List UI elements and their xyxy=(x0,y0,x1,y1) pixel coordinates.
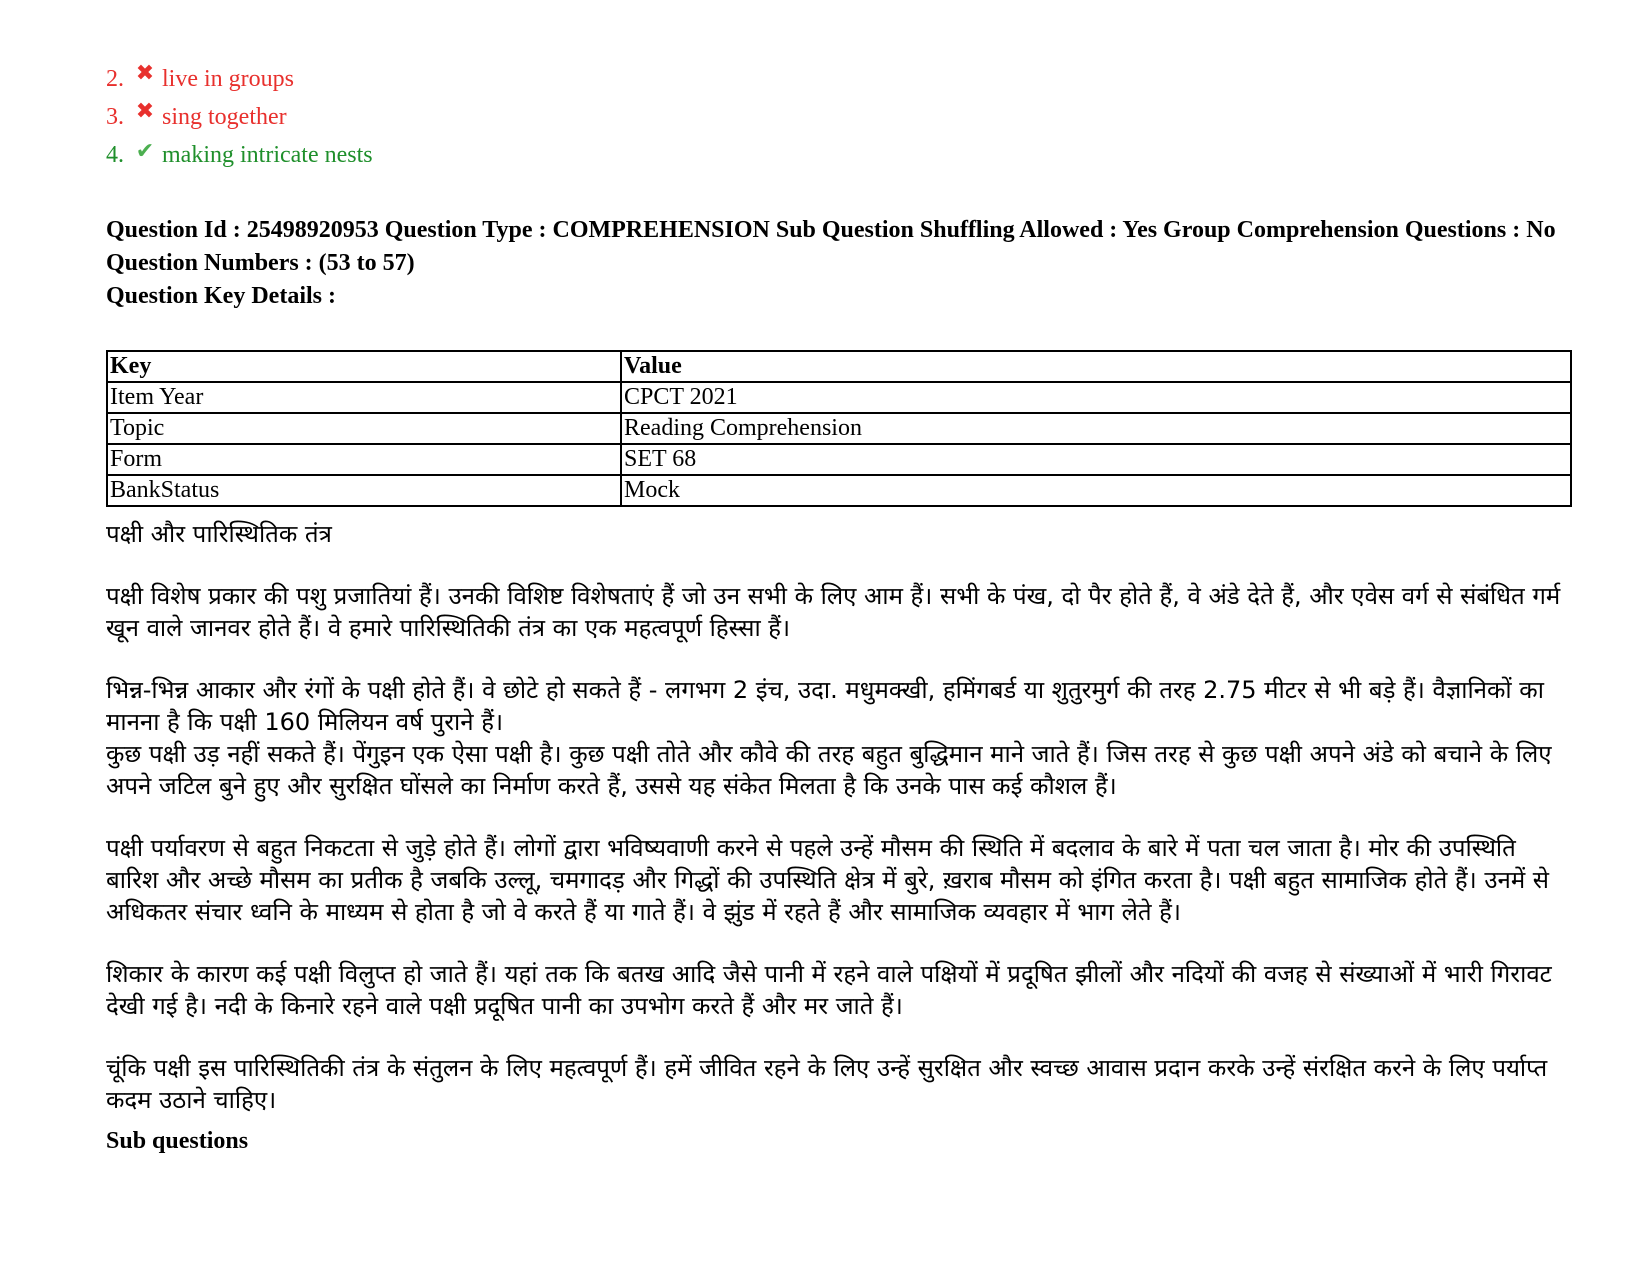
option-4 xyxy=(106,136,373,174)
table-header-row xyxy=(107,351,1571,382)
cross-icon: ✖ xyxy=(135,60,155,85)
option-2 xyxy=(106,60,373,98)
passage-paragraph: चूंकि पक्षी इस पारिस्थितिकी तंत्र के संतुलन के लिए महत्वपूर्ण हैं। हमें जीवित रहने के लिए उन्हें सुरक्षित और स्वच्छ आवास प्रदान करके उन्हें संरक्षित करने के लिए पर्याप्त कदम उठाने चाहिए। xyxy=(106,1054,1548,1114)
sub-questions-heading: Sub questions xyxy=(106,1128,249,1154)
question-id-line: Question Id : 25498920953 Question Type : COMPREHENSION Sub Question Shuffling Allowed : Yes Group Comprehension Questions : No xyxy=(106,217,1556,243)
option-text: making intricate nests xyxy=(162,141,373,168)
check-icon: ✔ xyxy=(135,138,155,163)
option-text: sing together xyxy=(162,103,287,130)
passage-paragraph: पक्षी पर्यावरण से बहुत निकटता से जुड़े होते हैं। लोगों द्वारा भविष्यवाणी करने से पहले उन्हें मौसम की स्थिति में बदलाव के बारे में पता चल जाता है। मोर की उपस्थिति बारिश और अच्छे मौसम का प्रतीक है जबकि उल्लू, चमगादड़ और गिद्धों की उपस्थिति क्षेत्र में बुरे, ख़राब मौसम को इंगित करता है। पक्षी बहुत सामाजिक होते हैं। उनमें से अधिकतर संचार ध्वनि के माध्यम से होता है जो वे करते हैं या गाते हैं। वे झुंड में रहते हैं और सामाजिक व्यवहार में भाग लेते हैं। xyxy=(106,834,1550,926)
table-header-key: Key xyxy=(107,351,621,382)
option-number: 4. xyxy=(106,141,124,168)
passage-paragraph: कुछ पक्षी उड़ नहीं सकते हैं। पेंगुइन एक ऐसा पक्षी है। कुछ पक्षी तोते और कौवे की तरह बहुत बुद्धिमान माने जाते हैं। जिस तरह से कुछ पक्षी अपने अंडे को बचाने के लिए अपने जटिल बुने हुए और सुरक्षित घोंसले का निर्माण करते हैं, उससे यह संकेत मिलता है कि उनके पास कई कौशल हैं। xyxy=(106,740,1552,800)
passage-title: पक्षी और पारिस्थितिक तंत्र xyxy=(106,520,332,548)
table-row xyxy=(107,444,1571,475)
table-cell-key: Topic xyxy=(107,413,621,444)
question-numbers: Question Numbers : (53 to 57) xyxy=(106,250,415,276)
table-cell-key: BankStatus xyxy=(107,475,621,506)
key-details-table xyxy=(106,350,1572,507)
table-cell-key: Item Year xyxy=(107,382,621,413)
table-cell-value: Reading Comprehension xyxy=(621,413,1571,444)
option-number: 3. xyxy=(106,103,124,130)
comprehension-passage xyxy=(106,518,1566,1116)
question-key-details-label: Question Key Details : xyxy=(106,283,336,309)
passage-paragraph: भिन्न-भिन्न आकार और रंगों के पक्षी होते हैं। वे छोटे हो सकते हैं - लगभग 2 इंच, उदा. मधुमक्खी, हमिंगबर्ड या शुतुरमुर्ग की तरह 2.75 मीटर से भी बड़े हैं। वैज्ञानिकों का मानना है कि पक्षी 160 मिलियन वर्ष पुराने हैं। xyxy=(106,676,1544,736)
option-3 xyxy=(106,98,373,136)
table-row xyxy=(107,413,1571,444)
table-cell-value: CPCT 2021 xyxy=(621,382,1571,413)
passage-paragraph: शिकार के कारण कई पक्षी विलुप्त हो जाते हैं। यहां तक कि बतख आदि जैसे पानी में रहने वाले पक्षियों में प्रदूषित झीलों और नदियों की वजह से संख्याओं में भारी गिरावट देखी गई है। नदी के किनारे रहने वाले पक्षी प्रदूषित पानी का उपभोग करते हैं और मर जाते हैं। xyxy=(106,960,1552,1020)
answer-options xyxy=(106,60,373,174)
table-row xyxy=(107,382,1571,413)
table-cell-key: Form xyxy=(107,444,621,475)
table-cell-value: SET 68 xyxy=(621,444,1571,475)
table-row xyxy=(107,475,1571,506)
option-number: 2. xyxy=(106,65,124,92)
passage-paragraph: पक्षी विशेष प्रकार की पशु प्रजातियां हैं। उनकी विशिष्ट विशेषताएं हैं जो उन सभी के लिए आम हैं। सभी के पंख, दो पैर होते हैं, वे अंडे देते हैं, और एवेस वर्ग से संबंधित गर्म खून वाले जानवर होते हैं। वे हमारे पारिस्थितिकी तंत्र का एक महत्वपूर्ण हिस्सा हैं। xyxy=(106,582,1561,642)
cross-icon: ✖ xyxy=(135,98,155,123)
question-meta xyxy=(106,216,1576,311)
table-header-value: Value xyxy=(621,351,1571,382)
table-cell-value: Mock xyxy=(621,475,1571,506)
option-text: live in groups xyxy=(162,65,294,92)
